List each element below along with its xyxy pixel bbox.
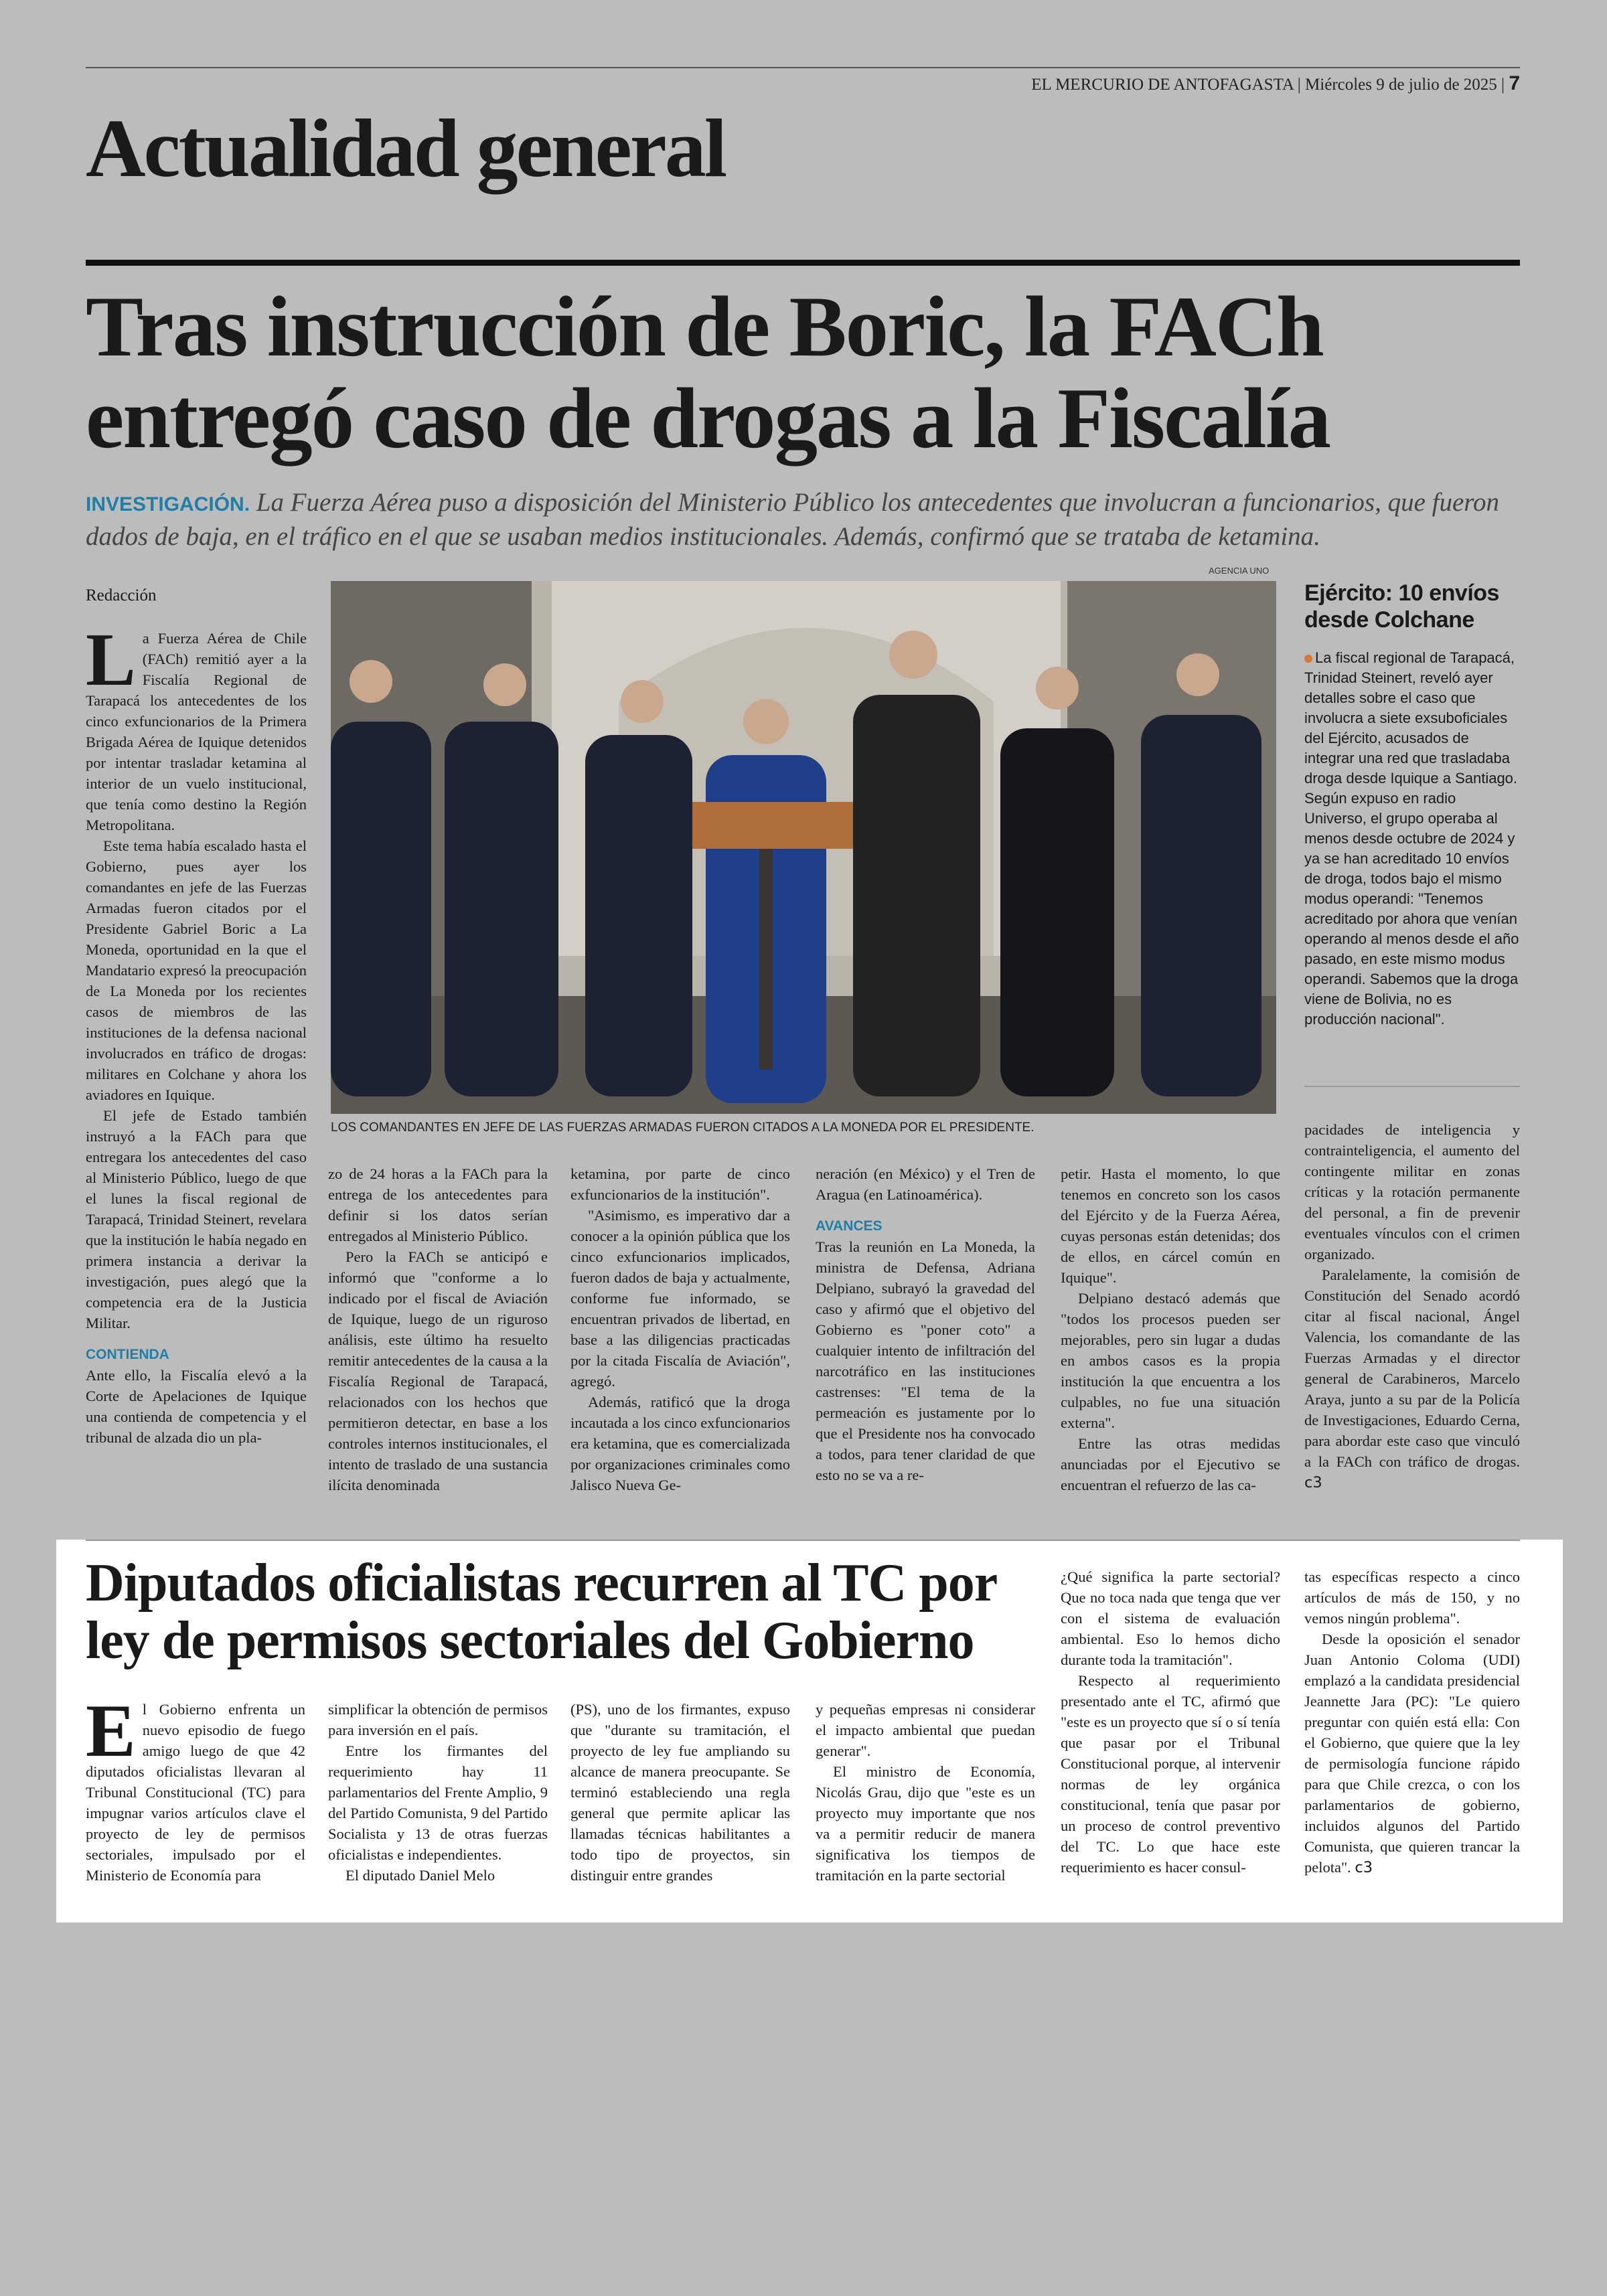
article-column-1 (86, 619, 307, 1448)
paragraph: zo de 24 horas a la FACh para la entrega de los antecedentes para definir si los datos serían entregados al Ministerio Público. (328, 1165, 548, 1244)
article-column-5 (1061, 1163, 1280, 1495)
main-deck (86, 486, 1520, 554)
byline: Redacción (86, 586, 157, 604)
paragraph: (PS), uno de los firmantes, expuso que "durante su tramitación, el proyecto de ley fue ampliando su alcance de manera preocupante. Se terminó estableciendo una regla general que permite aplicar las llamadas técnicas habilitantes a todo tipo de proyectos, sin distinguir entre grandes (570, 1701, 790, 1884)
paragraph: Tras la reunión en La Moneda, la ministra de Defensa, Adriana Delpiano, subrayó la gravedad del caso y afirmó que el objetivo del Gobierno es "poner coto" a cualquier intento de infiltración del narcotráfico en las instituciones castrenses: "El tema de la permeación es justamente por lo que el Presidente nos ha convocado a todos, para tener claridad de que esto no se va a re- (816, 1238, 1035, 1483)
paragraph: ¿Qué significa la parte sectorial? Que no toca nada que tenga que ver con el sistema de evaluación ambiental. Eso lo hemos dicho durante toda la tramitación". (1061, 1568, 1280, 1668)
section-rule (86, 260, 1520, 266)
section-title: Actualidad general (86, 102, 726, 194)
top-rule (86, 67, 1520, 68)
article-column-4 (816, 1163, 1035, 1485)
press-conference-photo (331, 581, 1276, 1114)
paragraph: Pero la FACh se anticipó e informó que "conforme a lo indicado por el fiscal de Aviación de Iquique, luego de un riguroso análisis, este último ha resuelto remitir antecedentes de la causa a la Fiscalía Regional de Tarapacá, relacionados con los hechos que permitieron detectar, en base a los controles internos institucionales, el intento de traslado de una sustancia ilícita denominada (328, 1248, 548, 1493)
end-mark-icon: c3 (1355, 1859, 1373, 1876)
paragraph: "Asimismo, es imperativo dar a conocer a la opinión pública que los cinco exfuncionarios implicados, fueron dados de baja y actualmente, conforme fue informado, se encuentran privados de libertad, en base a las diligencias practicadas por la citada Fiscalía de Aviación", agregó. (570, 1207, 790, 1390)
second-headline: Diputados oficialistas recurren al TC por ley de permisos sectoriales del Gobierno (86, 1554, 996, 1671)
paragraph: El jefe de Estado también instruyó a la FACh para que entregara los antecedentes del caso al Ministerio Público, luego de que el lunes la fiscal regional de Tarapacá, Trinidad Steinert, revelara que la institución le había negado en primera instancia a derivar la investigación, pues alegó que la competencia era de la Justicia Militar. (86, 1107, 307, 1331)
paragraph: petir. Hasta el momento, lo que tenemos en concreto son los casos del Ejército y de la Fuerza Aérea, cuyas personas están detenidas; dos de ellos, en cárcel común en Iquique". (1061, 1165, 1280, 1286)
paragraph-text: Paralelamente, la comisión de Constitución del Senado acordó citar al fiscal nacional, Ángel Valencia, los comandante de las Fuerzas Armadas y el director general de Carabineros, Marcelo Araya, junto a su par de la Policía de Investigaciones, Eduardo Cerna, para abordar este caso que vinculó a la FACh con tráfico de drogas. (1304, 1266, 1520, 1470)
paragraph: y pequeñas empresas ni considerar el impacto ambiental que puedan generar". (816, 1701, 1035, 1759)
paragraph: Delpiano destacó además que "todos los procesos pueden ser mejorables, pero sin lugar a dudas en ambos casos es la propia institución la que encuentra a los culpables, no fue una situación externa". (1061, 1290, 1280, 1431)
paragraph: pacidades de inteligencia y contrainteligencia, el aumento del contingente militar en zonas críticas y la rotación permanente del personal, a fin de prevenir eventuales vínculos con el crimen organizado. (1304, 1121, 1520, 1262)
subhead-contienda: CONTIENDA (86, 1347, 169, 1362)
paragraph: l Gobierno enfrenta un nuevo episodio de fuego amigo luego de que 42 diputados oficialistas llevaran al Tribunal Constitucional (TC) para impugnar varios artículos clave el proyecto de ley de permisos sectoriales, impulsado por el Ministerio de Economía para (86, 1701, 305, 1884)
paragraph: ketamina, por parte de cinco exfuncionarios de la institución". (570, 1165, 790, 1203)
photo-caption: LOS COMANDANTES EN JEFE DE LAS FUERZAS ARMADAS FUERON CITADOS A LA MONEDA POR EL PRESIDENTE. (331, 1121, 1035, 1135)
paragraph: Además, ratificó que la droga incautada a los cinco exfuncionarios era ketamina, que es comercializada por organizaciones criminales como Jalisco Nueva Ge- (570, 1394, 790, 1493)
second-column-2 (328, 1699, 548, 1886)
paragraph-text: Desde la oposición el senador Juan Antonio Coloma (UDI) emplazó a la candidata presidencial Jeannette Jara (PC): "Le quiero preguntar con quién está ella: Con el Gobierno, que quiere que la ley de permisología funcione rápido para que Chile crezca, o con los parlamentarios de gobierno, incluidos algunos del Partido Comunista, que quieren trancar la pelota". (1304, 1631, 1520, 1876)
paper-name: EL MERCURIO DE ANTOFAGASTA (1031, 76, 1294, 94)
sidebar-text (1304, 648, 1520, 1030)
main-photo (331, 581, 1276, 1114)
paragraph: El diputado Daniel Melo (346, 1867, 495, 1884)
paragraph: Respecto al requerimiento presentado ante el TC, afirmó que "este es un proyecto que sí o sí tenía que pasar por el Tribunal Constitucional porque, al intervenir normas de ley orgánica constitucional, tenía que pasar por un proceso de control preventivo del TC. Lo que hace este requerimiento es hacer consul- (1061, 1672, 1280, 1876)
second-column-4 (816, 1699, 1035, 1886)
sidebar-body: La fiscal regional de Tarapacá, Trinidad Steinert, reveló ayer detalles sobre el caso que involucra a siete exsuboficiales del Ejército, acusados de integrar una red que trasladaba droga desde Iquique a Santiago. Según expuso en radio Universo, el grupo operaba al menos desde octubre de 2024 y ya se han acreditado 10 envíos de droga, todos bajo el mismo modus operandi: "Tenemos acreditado por ahora que venían operando al menos desde el año pasado, en este mismo modus operandi. Sabemos que la droga viene de Bolivia, no es producción nacional". (1304, 649, 1519, 1028)
drop-cap: E (86, 1690, 136, 1773)
paragraph: Ante ello, la Fiscalía elevó a la Corte de Apelaciones de Iquique una contienda de competencia y el tribunal de alzada dio un pla- (86, 1367, 307, 1446)
article-column-6 (1304, 1119, 1520, 1493)
sidebar-title: Ejército: 10 envíos desde Colchane (1304, 580, 1499, 633)
masthead: EL MERCURIO DE ANTOFAGASTA | Miércoles 9 de julio de 2025 | 7 (1031, 72, 1520, 94)
paragraph: a Fuerza Aérea de Chile (FACh) remitió ayer a la Fiscalía Regional de Tarapacá los antecedentes de los cinco exfuncionarios de la Primera Brigada Aérea de Iquique detenidos por intentar trasladar ketamina al interior de un vuelo institucional, que tenía como destino la Región Metropolitana. (86, 630, 307, 833)
bullet-icon (1304, 655, 1312, 663)
panel-rule (86, 1540, 1520, 1541)
article-column-2 (328, 1163, 548, 1495)
paragraph: Entre las otras medidas anunciadas por el Ejecutivo se encuentran el refuerzo de las ca- (1061, 1435, 1280, 1493)
deck-kicker: INVESTIGACIÓN. (86, 493, 250, 515)
issue-date: Miércoles 9 de julio de 2025 (1305, 76, 1497, 94)
second-column-6 (1304, 1566, 1520, 1878)
page-number: 7 (1509, 72, 1520, 94)
paragraph: Este tema había escalado hasta el Gobierno, pues ayer los comandantes en jefe de las Fuerzas Armadas fueron citados por el Presidente Gabriel Boric a La Moneda, oportunidad en la que el Mandatario expresó la preocupación de La Moneda por los recientes casos de miembros de las instituciones de la defensa nacional involucrados en tráfico de drogas: militares en Colchane y ahora los aviadores en Iquique. (86, 837, 307, 1103)
main-headline: Tras instrucción de Boric, la FACh entregó caso de drogas a la Fiscalía (86, 278, 1330, 466)
paragraph: neración (en México) y el Tren de Aragua (en Latinoamérica). (816, 1165, 1035, 1203)
end-mark-icon: c3 (1304, 1474, 1322, 1491)
subhead-avances: AVANCES (816, 1218, 883, 1234)
sidebar-rule (1304, 1086, 1520, 1087)
second-column-3 (570, 1699, 790, 1886)
second-column-5 (1061, 1566, 1280, 1878)
article-column-3 (570, 1163, 790, 1495)
photo-credit: AGENCIA UNO (1209, 566, 1270, 576)
paragraph: simplificar la obtención de permisos para inversión en el país. (328, 1701, 548, 1738)
paragraph: El ministro de Economía, Nicolás Grau, dijo que "este es un proyecto muy importante que nos va a permitir reducir de manera significativa los tiempos de tramitación en la parte sectorial (816, 1763, 1035, 1884)
deck-text: La Fuerza Aérea puso a disposición del Ministerio Público los antecedentes que involucran a funcionarios, que fueron dados de baja, en el tráfico en el que se usaban medios institucionales. Además, confirmó que se trataba de ketamina. (86, 488, 1500, 551)
paragraph (1304, 1629, 1520, 1878)
drop-cap: L (86, 619, 136, 702)
paragraph: tas específicas respecto a cinco artículos de más de 150, y no vemos ningún problema". (1304, 1568, 1520, 1627)
second-column-1 (86, 1690, 305, 1886)
paragraph (1304, 1264, 1520, 1493)
paragraph: Entre los firmantes del requerimiento hay 11 parlamentarios del Frente Amplio, 9 del Partido Comunista, 9 del Partido Socialista y 13 de otras fuerzas oficialistas e independientes. (328, 1742, 548, 1863)
